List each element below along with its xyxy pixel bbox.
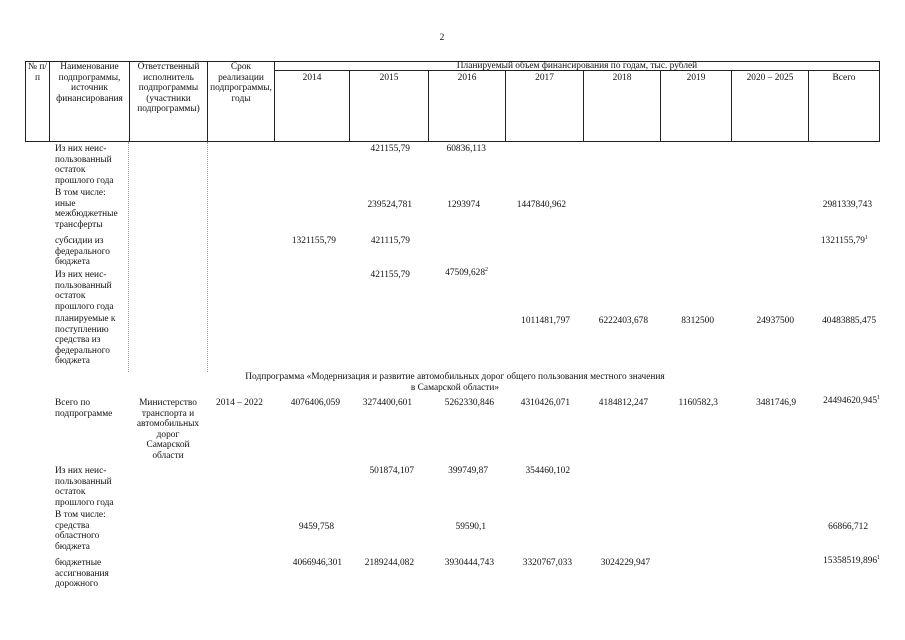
table-cell: 6222403,678 (598, 316, 648, 326)
table-cell: 3024229,947 (600, 558, 650, 568)
table-cell: 2189244,082 (364, 558, 414, 568)
subprogram-title-line2: в Самарской области» (410, 383, 500, 393)
year-2015: 2015 (379, 73, 399, 83)
table-cell: 1447840,962 (516, 200, 566, 210)
row-label: планируемые к поступлению средства из федерального бюджета (55, 314, 116, 366)
table-cell: 1011481,797 (521, 316, 570, 326)
year-2017: 2017 (535, 73, 554, 83)
table-cell: 59590,1 (455, 522, 486, 532)
table-cell: 60836,113 (446, 144, 486, 154)
responsible-cell: Министерство транспорта и автомобильных дорог Самарской области (136, 398, 200, 461)
row-label: Из них неис- пользованный остаток прошлого года (55, 270, 114, 312)
table-cell: 4076406,059 (290, 398, 340, 408)
header-name: Наименование подпрограммы, источник финансирования (56, 62, 123, 104)
year-2020-2025: 2020 – 2025 (746, 73, 794, 83)
table-cell: 4310426,071 (520, 398, 570, 408)
header-term: Срок реализации подпрограммы, годы (210, 62, 272, 104)
table-cell: 3274400,601 (362, 398, 412, 408)
row-label: бюджетные ассигнования дорожного (55, 558, 109, 589)
table-cell: 3320767,033 (522, 558, 572, 568)
table-cell: 239524,781 (367, 200, 412, 210)
table-cell: 2981339,743 (822, 200, 872, 210)
table-cell: 354460,102 (525, 466, 570, 476)
table-cell: 3481746,9 (756, 398, 796, 408)
row-label: В том числе: средства областного бюджета (55, 510, 106, 552)
table-cell: 1293974 (447, 200, 480, 210)
table-cell: 1321155,79 (291, 236, 336, 246)
page-number: 2 (439, 33, 445, 43)
table-cell: 421155,79 (370, 270, 410, 280)
year-2016: 2016 (457, 73, 477, 83)
table-cell: 421155,79 (370, 144, 410, 154)
table-cell: 501874,107 (369, 466, 414, 476)
year-total: Всего (832, 73, 856, 83)
row-label: В том числе: иные межбюджетные трансферты (55, 188, 118, 230)
row-label: Из них неис- пользованный остаток прошлого года (55, 144, 114, 186)
table-cell: 15358519,896$^1$ (823, 554, 880, 566)
table-cell: 4184812,247 (598, 398, 648, 408)
table-cell: 8312500 (681, 316, 714, 326)
year-2014: 2014 (302, 73, 322, 83)
table-cell: 66866,712 (828, 522, 868, 532)
row-label: Всего по подпрограмме (55, 398, 113, 419)
table-cell: 5262330,846 (444, 398, 494, 408)
table-cell: 1160582,3 (678, 398, 718, 408)
table-cell: 1321155,79$^1$ (820, 234, 868, 246)
table-cell: 3930444,743 (444, 558, 494, 568)
table-cell: 47509,628$^2$ (445, 266, 488, 278)
table-cell: 4066946,301 (292, 558, 342, 568)
table-cell: 399749,87 (448, 466, 488, 476)
table-cell: 421115,79 (370, 236, 410, 246)
table-cell: 40483885,475 (822, 316, 876, 326)
year-2019: 2019 (686, 73, 706, 83)
table-cell: 24937500 (756, 316, 794, 326)
header-responsible: Ответственный исполнитель подпрограммы (участники подпрограммы) (137, 62, 200, 114)
row-label: Из них неис- пользованный остаток прошлого года (55, 466, 114, 508)
header-planned: Планируемый объем финансирования по годам, тыс. рублей (456, 61, 698, 71)
row-label: субсидии из федерального бюджета (55, 236, 110, 267)
table-cell: 24494620,945$^1$ (823, 394, 880, 406)
table-cell: 9459,758 (298, 522, 334, 532)
header-num: № п/п (28, 62, 47, 83)
year-2018: 2018 (612, 73, 632, 83)
term-cell: 2014 – 2022 (216, 398, 263, 408)
subprogram-title: Подпрограмма «Модернизация и развитие автомобильных дорог общего пользования местного значения (245, 372, 665, 382)
